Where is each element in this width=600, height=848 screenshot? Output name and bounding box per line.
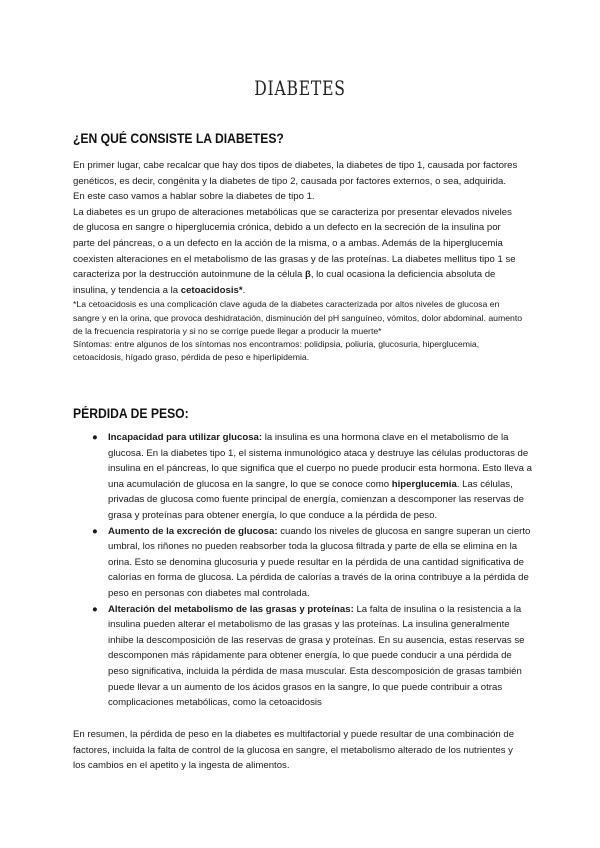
intro-paragraph: En primer lugar, cabe recalcar que hay dos tipos de diabetes, la diabetes de tipo 1, causada por factores genéticos, es decir, congénita y la diabetes de tipo 2, causada por factores externos, o sea, adquirida. bbox=[73, 160, 518, 187]
beta-symbol: β bbox=[304, 269, 311, 281]
document-title: DIABETES bbox=[254, 76, 346, 100]
bullet-icon: ● bbox=[92, 525, 98, 537]
list-item: ● Incapacidad para utilizar glucosa: la insulina es una hormona clave en el metabolismo de la glucosa. En la diabetes tipo 1, el sistema inmunológico ataca y destruye las células productoras de insulina en el páncreas, lo que significa que el cuerpo no puede producir esta hormona. Esto lleva a una acumulación de glucosa en la sangre, lo que se conoce como hiperglucemia. Las células, privadas de glucosa como fuente principal de energía, comienzan a descomponer las reservas de grasa y proteínas para obtener energía, lo que conduce a la pérdida de peso. bbox=[92, 432, 532, 521]
symptoms-paragraph: Síntomas: entre algunos de los síntomas nos encontramos: polidipsia, poliuria, glucosuria, hiperglucemia, cetoacidosis, hígado graso, pérdida de peso e hiperlipidemia. bbox=[73, 338, 480, 363]
list-item: ● Aumento de la excreción de glucosa: cuando los niveles de glucosa en sangre superan un cierto umbral, los riñones no pueden reabsorber toda la glucosa filtrada y parte de ella se elimina en la orina. Esto se denomina glucosuria y puede resultar en la pérdida de una cantidad significativa de calorías en forma de glucosa. La pérdida de calorías a través de la orina contribuye a la pérdida de peso en personas con diabetes mal controlada. bbox=[92, 525, 531, 599]
section-heading-what-is: ¿EN QUÉ CONSISTE LA DIABETES? bbox=[73, 131, 284, 146]
weight-loss-list bbox=[92, 430, 532, 711]
bullet-icon: ● bbox=[92, 603, 98, 615]
list-item: ● Alteración del metabolismo de las grasas y proteínas: La falta de insulina o la resistencia a la insulina pueden alterar el metabolismo de las grasas y las proteínas. La insulina generalmente inhibe la descomposición de las reservas de grasa y proteínas. En su ausencia, estas reservas se descomponen más rápidamente para obtener energía, lo que puede conducir a una pérdida de peso significativa, incluida la pérdida de masa muscular. Esta descomposición de grasas también puede llevar a un aumento de los ácidos grasos en la sangre, lo que puede contribuir a otras complicaciones metabólicas, como la cetoacidosis bbox=[92, 603, 525, 709]
section1-body bbox=[73, 158, 523, 364]
section-heading-weight-loss: PÉRDIDA DE PESO: bbox=[73, 406, 189, 421]
type1-paragraph: En este caso vamos a hablar sobre la diabetes de tipo 1. bbox=[73, 191, 315, 203]
cetoacidosis-term: cetoacidosis* bbox=[180, 284, 243, 296]
summary-paragraph: En resumen, la pérdida de peso en la diabetes es multifactorial y puede resultar de una combinación de factores, incluida la falta de control de la glucosa en sangre, el metabolismo alterado de los nutrientes y los cambios en el apetito y la ingesta de alimentos. bbox=[73, 729, 515, 772]
cetoacidosis-note: *La cetoacidosis es una complicación clave aguda de la diabetes caracterizada por altos niveles de glucosa en sangre y en la orina, que provoca deshidratación, disminución del pH sanguíneo, vómitos, dolor abdominal. aumento de la frecuencia respiratoria y si no se corrige puede llegar a producir la muerte* bbox=[73, 299, 523, 336]
bullet-icon: ● bbox=[92, 432, 98, 443]
definition-paragraph: La diabetes es un grupo de alteraciones metabólicas que se caracteriza por presentar elevados niveles de glucosa en sangre o hiperglucemia crónica, debido a un defecto en la secreción de la insulina por parte del páncreas, o a un defecto en la acción de la misma, o a ambas. Además de la hiperglucemia coexisten alteraciones en el metabolismo de las grasas y de las proteínas. La diabetes mellitus tipo 1 se caracteriza por la destrucción autoinmune de la célula β, lo cual ocasiona la deficiencia absoluta de insulina, y tendencia a la cetoacidosis*. bbox=[73, 206, 516, 296]
